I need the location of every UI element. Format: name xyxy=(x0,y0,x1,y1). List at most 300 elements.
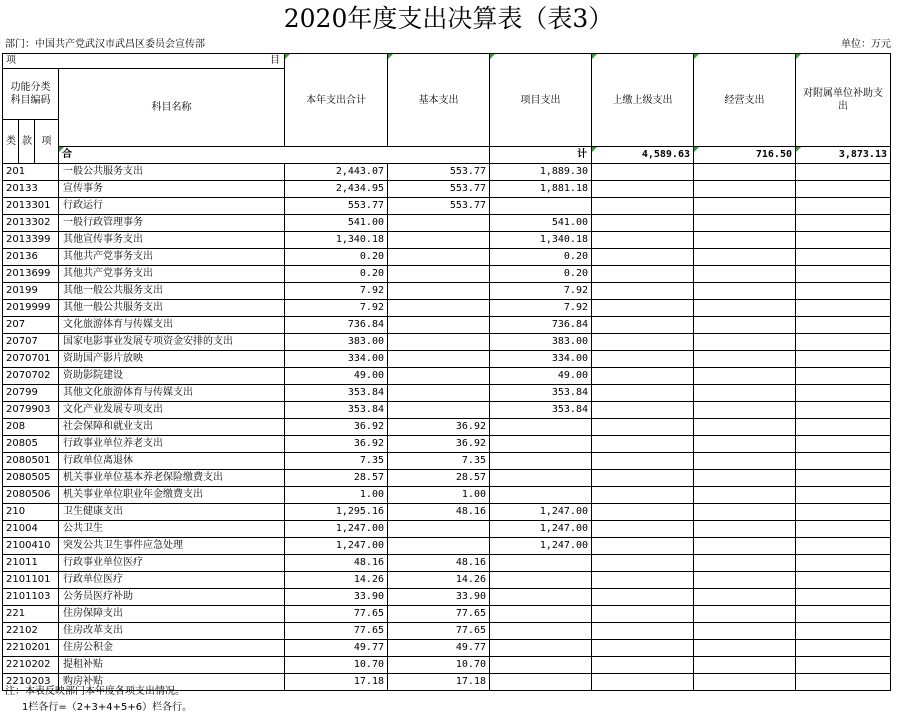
row-business xyxy=(694,351,796,368)
row-subsidy xyxy=(796,283,891,300)
row-project: 7.92 xyxy=(490,283,592,300)
row-remit xyxy=(592,538,694,555)
row-total: 1,247.00 xyxy=(285,538,388,555)
row-business xyxy=(694,300,796,317)
row-total: 77.65 xyxy=(285,623,388,640)
row-total: 10.70 xyxy=(285,657,388,674)
header-subsidy: 对附属单位补助支出 xyxy=(796,54,891,147)
table-row xyxy=(3,351,891,368)
row-name: 行政运行 xyxy=(59,198,285,215)
row-business xyxy=(694,640,796,657)
row-remit xyxy=(592,232,694,249)
row-business xyxy=(694,317,796,334)
row-total: 49.77 xyxy=(285,640,388,657)
row-name: 购房补贴 xyxy=(59,674,285,691)
row-basic: 1.00 xyxy=(388,487,490,504)
row-basic: 553.77 xyxy=(388,164,490,181)
note-2: 1栏各行=（2+3+4+5+6）栏各行。 xyxy=(22,702,193,713)
row-name: 机关事业单位职业年金缴费支出 xyxy=(59,487,285,504)
row-remit xyxy=(592,657,694,674)
row-name: 机关事业单位基本养老保险缴费支出 xyxy=(59,470,285,487)
row-subsidy xyxy=(796,232,891,249)
row-remit xyxy=(592,572,694,589)
row-basic xyxy=(388,317,490,334)
row-code: 2080506 xyxy=(3,487,59,504)
row-remit xyxy=(592,368,694,385)
row-business xyxy=(694,249,796,266)
row-subsidy xyxy=(796,657,891,674)
row-name: 住房改革支出 xyxy=(59,623,285,640)
row-project: 353.84 xyxy=(490,385,592,402)
table-body xyxy=(3,54,891,691)
row-remit xyxy=(592,283,694,300)
row-code: 20805 xyxy=(3,436,59,453)
row-code: 22102 xyxy=(3,623,59,640)
header-basic: 基本支出 xyxy=(388,54,490,147)
row-remit xyxy=(592,351,694,368)
table-row xyxy=(3,657,891,674)
header-row-1 xyxy=(3,54,891,69)
row-total: 353.84 xyxy=(285,385,388,402)
row-name: 其他共产党事务支出 xyxy=(59,249,285,266)
table-row xyxy=(3,453,891,470)
row-business xyxy=(694,215,796,232)
row-project xyxy=(490,606,592,623)
row-total: 334.00 xyxy=(285,351,388,368)
table-row xyxy=(3,385,891,402)
row-code: 2013302 xyxy=(3,215,59,232)
row-project: 1,247.00 xyxy=(490,504,592,521)
row-basic: 36.92 xyxy=(388,419,490,436)
table-row xyxy=(3,589,891,606)
row-total: 553.77 xyxy=(285,198,388,215)
row-project xyxy=(490,419,592,436)
row-project xyxy=(490,453,592,470)
row-business xyxy=(694,164,796,181)
row-total: 77.65 xyxy=(285,606,388,623)
row-business xyxy=(694,453,796,470)
header-lei: 类 xyxy=(3,120,19,164)
row-name: 卫生健康支出 xyxy=(59,504,285,521)
row-remit xyxy=(592,300,694,317)
table-row xyxy=(3,283,891,300)
row-code: 20133 xyxy=(3,181,59,198)
row-business xyxy=(694,674,796,691)
row-basic xyxy=(388,334,490,351)
row-total: 2,443.07 xyxy=(285,164,388,181)
header-func-code: 功能分类科目编码 xyxy=(3,69,59,120)
sum-ji: 计 xyxy=(577,149,587,160)
row-project: 353.84 xyxy=(490,402,592,419)
row-name: 住房公积金 xyxy=(59,640,285,657)
header-project: 项目支出 xyxy=(490,54,592,147)
sum-label xyxy=(59,147,490,164)
table-row xyxy=(3,300,891,317)
row-subsidy xyxy=(796,504,891,521)
row-code: 2210202 xyxy=(3,657,59,674)
row-total: 541.00 xyxy=(285,215,388,232)
row-code: 20799 xyxy=(3,385,59,402)
row-project: 7.92 xyxy=(490,300,592,317)
table-row xyxy=(3,538,891,555)
row-basic: 10.70 xyxy=(388,657,490,674)
row-business xyxy=(694,283,796,300)
row-name: 其他文化旅游体育与传媒支出 xyxy=(59,385,285,402)
row-subsidy xyxy=(796,674,891,691)
row-basic xyxy=(388,266,490,283)
sum-basic: 716.50 xyxy=(694,147,796,164)
header-business: 经营支出 xyxy=(694,54,796,147)
row-subsidy xyxy=(796,623,891,640)
row-remit xyxy=(592,640,694,657)
row-business xyxy=(694,572,796,589)
row-project xyxy=(490,555,592,572)
sum-total: 4,589.63 xyxy=(592,147,694,164)
row-project xyxy=(490,657,592,674)
table-row xyxy=(3,215,891,232)
row-business xyxy=(694,487,796,504)
row-subsidy xyxy=(796,419,891,436)
row-business xyxy=(694,198,796,215)
row-subsidy xyxy=(796,334,891,351)
row-remit xyxy=(592,623,694,640)
row-business xyxy=(694,470,796,487)
table-row xyxy=(3,555,891,572)
unit-label: 单位：万元 xyxy=(841,39,891,50)
row-basic: 28.57 xyxy=(388,470,490,487)
row-name: 行政单位离退休 xyxy=(59,453,285,470)
row-project xyxy=(490,436,592,453)
row-basic xyxy=(388,232,490,249)
row-remit xyxy=(592,198,694,215)
table-row xyxy=(3,487,891,504)
row-code: 201 xyxy=(3,164,59,181)
row-subsidy xyxy=(796,521,891,538)
row-basic xyxy=(388,385,490,402)
table-row xyxy=(3,419,891,436)
row-name: 住房保障支出 xyxy=(59,606,285,623)
row-business xyxy=(694,538,796,555)
row-basic xyxy=(388,368,490,385)
row-remit xyxy=(592,606,694,623)
table-row xyxy=(3,334,891,351)
row-name: 行政单位医疗 xyxy=(59,572,285,589)
row-subsidy xyxy=(796,589,891,606)
row-total: 1,247.00 xyxy=(285,521,388,538)
table-row xyxy=(3,606,891,623)
header-xiang2: 项 xyxy=(35,120,59,164)
row-total: 7.92 xyxy=(285,300,388,317)
row-remit xyxy=(592,266,694,283)
header-kuan: 款 xyxy=(19,120,35,164)
header-xiang: 项 xyxy=(6,55,16,66)
row-project xyxy=(490,589,592,606)
row-basic: 48.16 xyxy=(388,504,490,521)
row-remit xyxy=(592,181,694,198)
row-subsidy xyxy=(796,198,891,215)
row-code: 2210201 xyxy=(3,640,59,657)
row-project: 0.20 xyxy=(490,266,592,283)
row-remit xyxy=(592,674,694,691)
table-row xyxy=(3,402,891,419)
row-project xyxy=(490,572,592,589)
row-name: 文化旅游体育与传媒支出 xyxy=(59,317,285,334)
row-remit xyxy=(592,164,694,181)
row-remit xyxy=(592,419,694,436)
row-name: 公务员医疗补助 xyxy=(59,589,285,606)
row-subsidy xyxy=(796,300,891,317)
row-total: 36.92 xyxy=(285,436,388,453)
row-business xyxy=(694,606,796,623)
row-name: 文化产业发展专项支出 xyxy=(59,402,285,419)
row-project xyxy=(490,623,592,640)
row-code: 20136 xyxy=(3,249,59,266)
row-code: 2080505 xyxy=(3,470,59,487)
department-label: 部门：中国共产党武汉市武昌区委员会宣传部 xyxy=(5,39,205,50)
row-project: 383.00 xyxy=(490,334,592,351)
row-business xyxy=(694,334,796,351)
row-total: 353.84 xyxy=(285,402,388,419)
row-basic: 49.77 xyxy=(388,640,490,657)
row-project xyxy=(490,487,592,504)
row-remit xyxy=(592,436,694,453)
table-row xyxy=(3,181,891,198)
table-row xyxy=(3,232,891,249)
row-total: 7.35 xyxy=(285,453,388,470)
row-project: 1,889.30 xyxy=(490,164,592,181)
row-remit xyxy=(592,385,694,402)
sum-row xyxy=(3,147,891,164)
row-subsidy xyxy=(796,317,891,334)
row-business xyxy=(694,521,796,538)
row-code: 2101103 xyxy=(3,589,59,606)
row-name: 其他一般公共服务支出 xyxy=(59,283,285,300)
row-project: 1,881.18 xyxy=(490,181,592,198)
row-code: 2070702 xyxy=(3,368,59,385)
sum-ji-cell xyxy=(490,147,592,164)
header-total: 本年支出合计 xyxy=(285,54,388,147)
table-row xyxy=(3,504,891,521)
row-total: 1,340.18 xyxy=(285,232,388,249)
row-name: 国家电影事业发展专项资金安排的支出 xyxy=(59,334,285,351)
row-name: 资助国产影片放映 xyxy=(59,351,285,368)
row-basic: 553.77 xyxy=(388,181,490,198)
row-project: 1,247.00 xyxy=(490,538,592,555)
row-name: 宣传事务 xyxy=(59,181,285,198)
row-project: 49.00 xyxy=(490,368,592,385)
row-basic: 77.65 xyxy=(388,623,490,640)
row-code: 2080501 xyxy=(3,453,59,470)
row-name: 行政事业单位医疗 xyxy=(59,555,285,572)
row-business xyxy=(694,436,796,453)
row-subsidy xyxy=(796,164,891,181)
row-total: 49.00 xyxy=(285,368,388,385)
row-remit xyxy=(592,487,694,504)
row-code: 2079903 xyxy=(3,402,59,419)
row-code: 21011 xyxy=(3,555,59,572)
row-name: 社会保障和就业支出 xyxy=(59,419,285,436)
row-basic: 14.26 xyxy=(388,572,490,589)
row-subsidy xyxy=(796,402,891,419)
header-subject-name: 科目名称 xyxy=(59,69,285,147)
table-row xyxy=(3,623,891,640)
row-remit xyxy=(592,555,694,572)
row-business xyxy=(694,385,796,402)
row-remit xyxy=(592,589,694,606)
row-name: 突发公共卫生事件应急处理 xyxy=(59,538,285,555)
row-remit xyxy=(592,334,694,351)
row-remit xyxy=(592,215,694,232)
row-basic xyxy=(388,283,490,300)
row-code: 20199 xyxy=(3,283,59,300)
row-subsidy xyxy=(796,487,891,504)
row-code: 210 xyxy=(3,504,59,521)
sum-he: 合 xyxy=(62,149,72,160)
row-code: 2013399 xyxy=(3,232,59,249)
row-basic xyxy=(388,215,490,232)
row-code: 2019999 xyxy=(3,300,59,317)
row-business xyxy=(694,657,796,674)
header-xiang-mu xyxy=(3,54,285,69)
row-name: 一般行政管理事务 xyxy=(59,215,285,232)
row-total: 1,295.16 xyxy=(285,504,388,521)
row-subsidy xyxy=(796,368,891,385)
row-remit xyxy=(592,249,694,266)
row-total: 1.00 xyxy=(285,487,388,504)
table-row xyxy=(3,572,891,589)
row-project: 334.00 xyxy=(490,351,592,368)
row-total: 17.18 xyxy=(285,674,388,691)
row-subsidy xyxy=(796,572,891,589)
row-remit xyxy=(592,521,694,538)
row-name: 其他宣传事务支出 xyxy=(59,232,285,249)
row-project: 0.20 xyxy=(490,249,592,266)
table-row xyxy=(3,470,891,487)
row-total: 0.20 xyxy=(285,249,388,266)
report-title: 2020年度支出决算表（表3） xyxy=(283,4,614,33)
row-remit xyxy=(592,470,694,487)
row-total: 383.00 xyxy=(285,334,388,351)
row-code: 2101101 xyxy=(3,572,59,589)
row-total: 2,434.95 xyxy=(285,181,388,198)
row-basic xyxy=(388,300,490,317)
row-subsidy xyxy=(796,215,891,232)
table-row xyxy=(3,266,891,283)
row-subsidy xyxy=(796,606,891,623)
row-project: 1,340.18 xyxy=(490,232,592,249)
row-business xyxy=(694,555,796,572)
row-subsidy xyxy=(796,538,891,555)
sum-project: 3,873.13 xyxy=(796,147,891,164)
row-basic xyxy=(388,402,490,419)
row-basic: 48.16 xyxy=(388,555,490,572)
table-row xyxy=(3,317,891,334)
table-row xyxy=(3,249,891,266)
row-business xyxy=(694,181,796,198)
row-code: 2210203 xyxy=(3,674,59,691)
row-business xyxy=(694,623,796,640)
row-total: 28.57 xyxy=(285,470,388,487)
table-row xyxy=(3,521,891,538)
row-basic xyxy=(388,249,490,266)
row-total: 36.92 xyxy=(285,419,388,436)
row-total: 7.92 xyxy=(285,283,388,300)
row-code: 2013301 xyxy=(3,198,59,215)
row-name: 一般公共服务支出 xyxy=(59,164,285,181)
row-code: 221 xyxy=(3,606,59,623)
header-mu: 目 xyxy=(270,55,280,66)
row-name: 其他一般公共服务支出 xyxy=(59,300,285,317)
row-name: 提租补贴 xyxy=(59,657,285,674)
expenditure-table xyxy=(2,53,891,691)
row-business xyxy=(694,589,796,606)
row-remit xyxy=(592,402,694,419)
row-business xyxy=(694,368,796,385)
row-business xyxy=(694,266,796,283)
row-project xyxy=(490,640,592,657)
row-business xyxy=(694,504,796,521)
row-project: 1,247.00 xyxy=(490,521,592,538)
row-code: 2100410 xyxy=(3,538,59,555)
row-project: 736.84 xyxy=(490,317,592,334)
row-basic xyxy=(388,521,490,538)
row-name: 其他共产党事务支出 xyxy=(59,266,285,283)
row-code: 207 xyxy=(3,317,59,334)
row-code: 21004 xyxy=(3,521,59,538)
row-remit xyxy=(592,504,694,521)
row-basic: 33.90 xyxy=(388,589,490,606)
note-1: 注：本表反映部门本年度各项支出情况。 xyxy=(5,686,185,697)
row-basic xyxy=(388,538,490,555)
row-name: 资助影院建设 xyxy=(59,368,285,385)
row-total: 0.20 xyxy=(285,266,388,283)
row-project: 541.00 xyxy=(490,215,592,232)
table-row xyxy=(3,198,891,215)
row-subsidy xyxy=(796,453,891,470)
row-total: 48.16 xyxy=(285,555,388,572)
row-subsidy xyxy=(796,351,891,368)
table-row xyxy=(3,436,891,453)
row-subsidy xyxy=(796,436,891,453)
row-remit xyxy=(592,453,694,470)
row-code: 208 xyxy=(3,419,59,436)
row-subsidy xyxy=(796,640,891,657)
row-basic xyxy=(388,351,490,368)
row-total: 14.26 xyxy=(285,572,388,589)
row-basic: 36.92 xyxy=(388,436,490,453)
row-business xyxy=(694,232,796,249)
row-code: 2013699 xyxy=(3,266,59,283)
row-name: 行政事业单位养老支出 xyxy=(59,436,285,453)
table-row xyxy=(3,368,891,385)
row-code: 2070701 xyxy=(3,351,59,368)
row-subsidy xyxy=(796,470,891,487)
row-project xyxy=(490,674,592,691)
row-name: 公共卫生 xyxy=(59,521,285,538)
row-project xyxy=(490,470,592,487)
row-business xyxy=(694,419,796,436)
row-basic: 77.65 xyxy=(388,606,490,623)
row-remit xyxy=(592,317,694,334)
row-business xyxy=(694,402,796,419)
table-row xyxy=(3,164,891,181)
row-subsidy xyxy=(796,555,891,572)
row-total: 736.84 xyxy=(285,317,388,334)
row-subsidy xyxy=(796,385,891,402)
row-subsidy xyxy=(796,181,891,198)
row-total: 33.90 xyxy=(285,589,388,606)
row-basic: 7.35 xyxy=(388,453,490,470)
